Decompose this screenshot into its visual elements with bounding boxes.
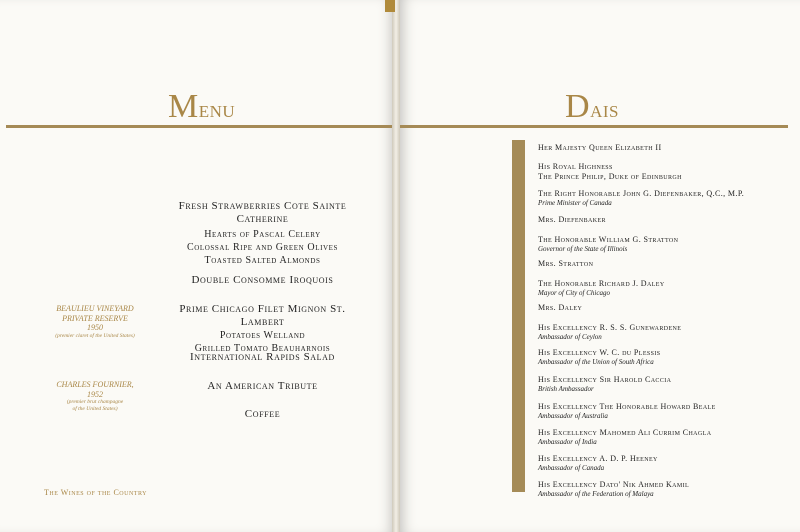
menu-heading — [168, 88, 235, 126]
guest-name: Her Majesty Queen Elizabeth II — [538, 143, 662, 152]
course-4 — [160, 303, 365, 355]
guest-name: His Excellency The Honorable Howard Beale — [538, 402, 716, 411]
wines-footer: The Wines of the Country — [44, 488, 147, 497]
guest-name: Mrs. Stratton — [538, 259, 594, 268]
wine-pairing-2 — [40, 380, 150, 413]
course-5 — [160, 351, 365, 364]
course-line: An American Tribute — [207, 380, 318, 392]
guest-entry — [538, 480, 788, 499]
guest-entry — [538, 454, 788, 473]
guest-entry — [538, 428, 788, 447]
menu-page — [0, 0, 392, 532]
guest-entry — [538, 402, 788, 421]
guest-title: Ambassador of Ceylon — [538, 333, 602, 341]
guest-name: His Royal Highness The Prince Philip, Duke of Edinburgh — [538, 162, 682, 181]
guest-entry — [538, 235, 788, 254]
menu-header-rule — [6, 125, 392, 128]
course-6 — [160, 380, 365, 393]
wine-line: CHARLES FOURNIER, — [56, 380, 134, 389]
guest-entry — [538, 348, 788, 367]
guest-name: The Honorable Richard J. Daley — [538, 279, 665, 288]
course-3 — [160, 274, 365, 287]
guest-name: His Excellency A. D. P. Heeney — [538, 454, 658, 463]
guest-entry — [538, 259, 788, 269]
book-gutter — [392, 0, 400, 532]
guest-name: His Excellency Sir Harold Caccia — [538, 375, 672, 384]
guest-title: Ambassador of the Union of South Africa — [538, 358, 654, 366]
course-sub-line: Toasted Salted Almonds — [204, 255, 321, 266]
guest-name: His Excellency Mahomed Ali Currim Chagla — [538, 428, 712, 437]
guest-name: Mrs. Diefenbaker — [538, 215, 606, 224]
guest-name: The Right Honorable John G. Diefenbaker, Q.C., M.P. — [538, 189, 745, 198]
guest-entry — [538, 189, 788, 208]
wine-line: BEAULIEU VINEYARD — [56, 304, 134, 313]
guest-entry — [538, 143, 788, 153]
dais-heading — [565, 88, 619, 126]
guest-title: Ambassador of the Federation of Malaya — [538, 490, 654, 498]
course-1 — [160, 200, 365, 226]
guest-title: British Ambassador — [538, 385, 594, 393]
dais-heading-rest: ais — [590, 97, 619, 123]
guest-entry — [538, 162, 788, 182]
guest-title: Governor of the State of Illinois — [538, 245, 628, 253]
course-sub-line: Colossal Ripe and Green Olives — [186, 242, 339, 253]
wine-note: (premier claret of the United States) — [55, 332, 135, 339]
guest-title: Mayor of City of Chicago — [538, 289, 610, 297]
guest-name: His Excellency W. C. du Plessis — [538, 348, 661, 357]
guest-name: Mrs. Daley — [538, 303, 583, 312]
guest-name: His Excellency Dato' Nik Ahmed Kamil — [538, 480, 690, 489]
binding-thread — [385, 0, 395, 12]
wine-line: 1952 — [87, 389, 103, 399]
guest-title: Ambassador of Australia — [538, 412, 608, 420]
wine-note: (premier brut champagne — [66, 399, 124, 405]
guest-entry — [538, 323, 788, 342]
course-line: Prime Chicago Filet Mignon St. Lambert — [179, 303, 346, 328]
course-2 — [160, 228, 365, 267]
course-line: Fresh Strawberries Cote Sainte Catherine — [178, 200, 347, 225]
course-line: Coffee — [244, 408, 281, 420]
course-sub-line: Grilled Tomato Beauharnois — [194, 343, 331, 354]
guest-entry — [538, 215, 788, 225]
menu-heading-initial: M — [168, 88, 199, 125]
guest-name: The Honorable William G. Stratton — [538, 235, 679, 244]
course-sub-line: Potatoes Welland — [219, 330, 306, 341]
dais-heading-initial: D — [565, 88, 591, 125]
guest-title: Prime Minister of Canada — [538, 199, 612, 207]
dais-header-rule — [400, 125, 788, 128]
course-sub-line: Hearts of Pascal Celery — [204, 229, 321, 240]
guest-title: Ambassador of India — [538, 438, 597, 446]
guest-entry — [538, 279, 788, 298]
wine-line: PRIVATE RESERVE — [62, 313, 128, 323]
wine-line: 1950 — [87, 323, 103, 332]
guest-entry — [538, 375, 788, 394]
course-line: Double Consomme Iroquois — [191, 274, 334, 286]
wine-note: of the United States) — [72, 406, 118, 412]
course-7 — [160, 408, 365, 421]
guest-title: Ambassador of Canada — [538, 464, 605, 472]
course-line: International Rapids Salad — [190, 351, 335, 363]
dais-gold-bar — [512, 140, 525, 492]
menu-heading-rest: enu — [198, 97, 236, 123]
guest-name: His Excellency R. S. S. Gunewardene — [538, 323, 682, 332]
wine-pairing-1 — [40, 304, 150, 340]
guest-entry — [538, 303, 788, 313]
